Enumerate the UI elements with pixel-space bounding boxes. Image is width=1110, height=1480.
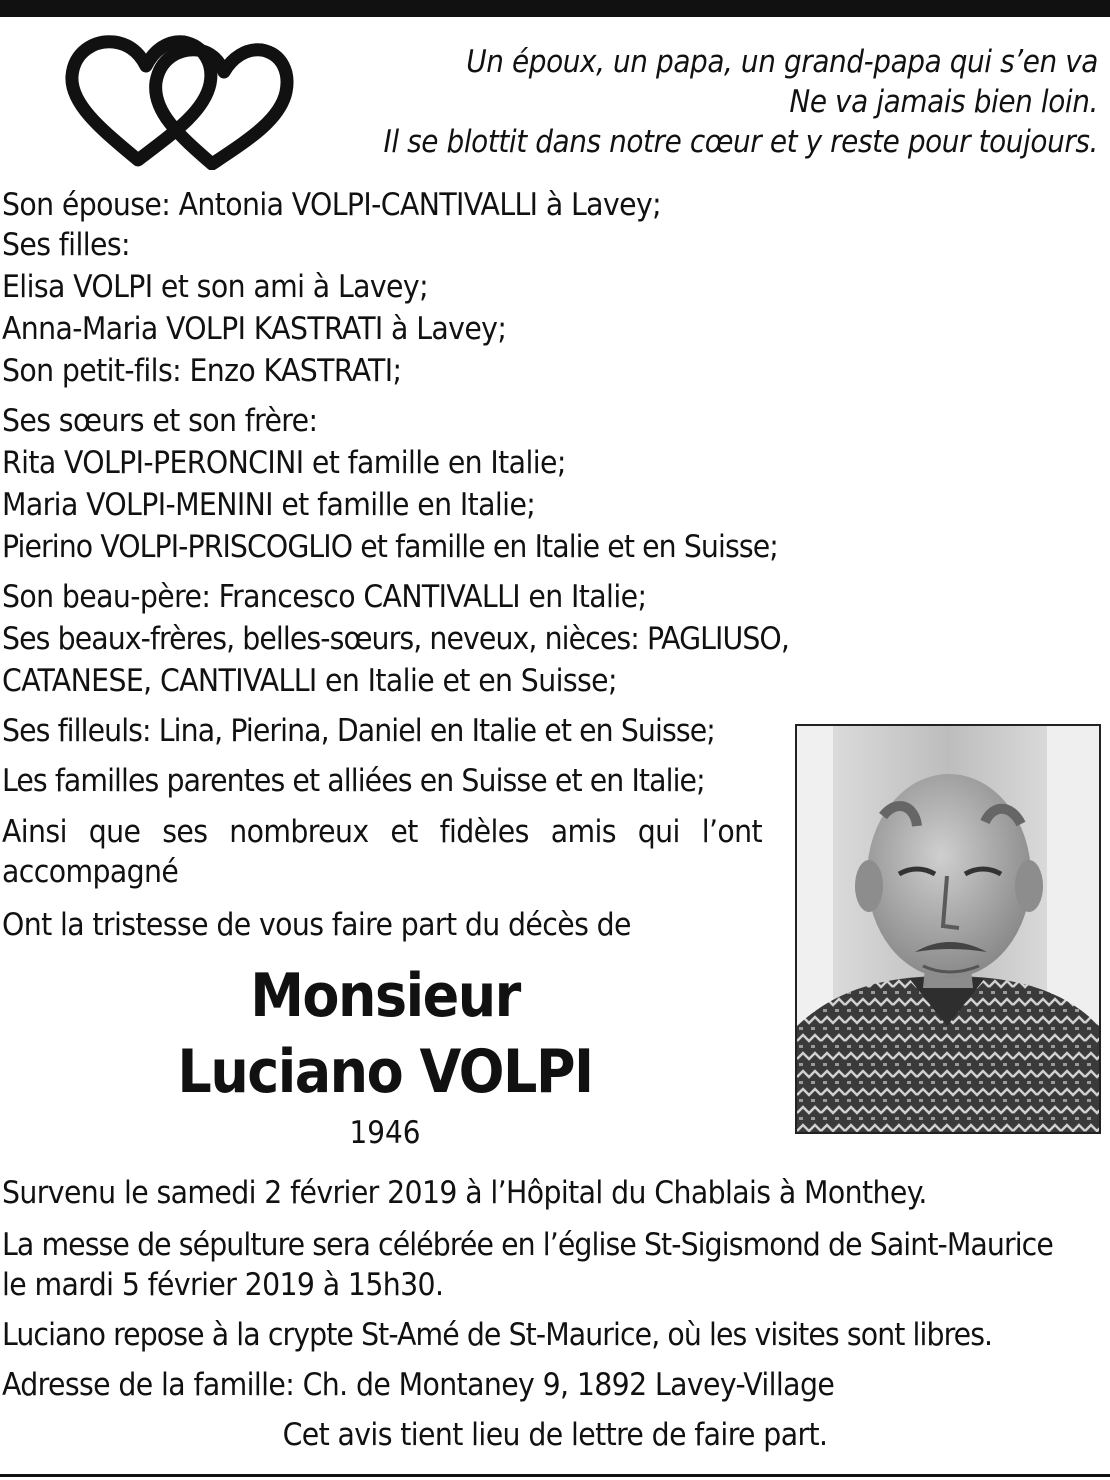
sibling-line: Rita VOLPI-PERONCINI et famille en Italie;	[2, 445, 566, 481]
daughters-heading: Ses filles:	[2, 227, 130, 263]
sibling-line: Maria VOLPI-MENINI et famille en Italie;	[2, 487, 536, 523]
in-laws-line: Ses beaux-frères, belles-sœurs, neveux, nièces: PAGLIUSO,	[2, 621, 789, 657]
top-border	[0, 0, 1110, 17]
deceased-name: Luciano VOLPI	[177, 1037, 593, 1107]
in-laws-line: CATANESE, CANTIVALLI en Italie et en Suisse;	[2, 663, 617, 699]
daughter-line: Elisa VOLPI et son ami à Lavey;	[2, 269, 429, 305]
notice-line: Cet avis tient lieu de lettre de faire part.	[282, 1417, 828, 1453]
birth-year: 1946	[349, 1115, 421, 1151]
grandson-line: Son petit-fils: Enzo KASTRATI;	[2, 353, 402, 389]
relatives-line: Les familles parentes et alliées en Suisse et en Italie;	[2, 763, 705, 799]
father-in-law-line: Son beau-père: Francesco CANTIVALLI en Italie;	[2, 579, 647, 615]
godchildren-line: Ses filleuls: Lina, Pierina, Daniel en Italie et en Suisse;	[2, 713, 715, 749]
mass-line: La messe de sépulture sera célébrée en l’église St-Sigismond de Saint-Maurice	[2, 1227, 1053, 1263]
poem-line: Ne va jamais bien loin.	[789, 84, 1098, 120]
announcement-line: Ont la tristesse de vous faire part du décès de	[2, 907, 631, 943]
memorial-poem	[318, 42, 1098, 162]
spouse-line: Son épouse: Antonia VOLPI-CANTIVALLI à Lavey;	[2, 187, 662, 223]
address-line: Adresse de la famille: Ch. de Montaney 9, 1892 Lavey-Village	[2, 1367, 835, 1403]
friends-line: Ainsi que ses nombreux et fidèles amis qui l’ont accompagné	[2, 814, 762, 890]
sibling-line: Pierino VOLPI-PRISCOGLIO et famille en Italie et en Suisse;	[2, 529, 778, 565]
portrait-photo	[795, 724, 1101, 1134]
interlocked-hearts-icon	[62, 26, 294, 170]
poem-line: Un époux, un papa, un grand-papa qui s’en va	[466, 44, 1098, 80]
daughter-line: Anna-Maria VOLPI KASTRATI à Lavey;	[2, 311, 507, 347]
deceased-honorific: Monsieur	[250, 961, 520, 1031]
death-line: Survenu le samedi 2 février 2019 à l’Hôpital du Chablais à Monthey.	[2, 1175, 927, 1211]
rest-line: Luciano repose à la crypte St-Amé de St-Maurice, où les visites sont libres.	[2, 1317, 993, 1353]
poem-line: Il se blottit dans notre cœur et y reste pour toujours.	[383, 124, 1098, 160]
mass-line: le mardi 5 février 2019 à 15h30.	[2, 1267, 444, 1303]
bottom-border	[0, 1474, 1110, 1477]
siblings-heading: Ses sœurs et son frère:	[2, 403, 318, 439]
